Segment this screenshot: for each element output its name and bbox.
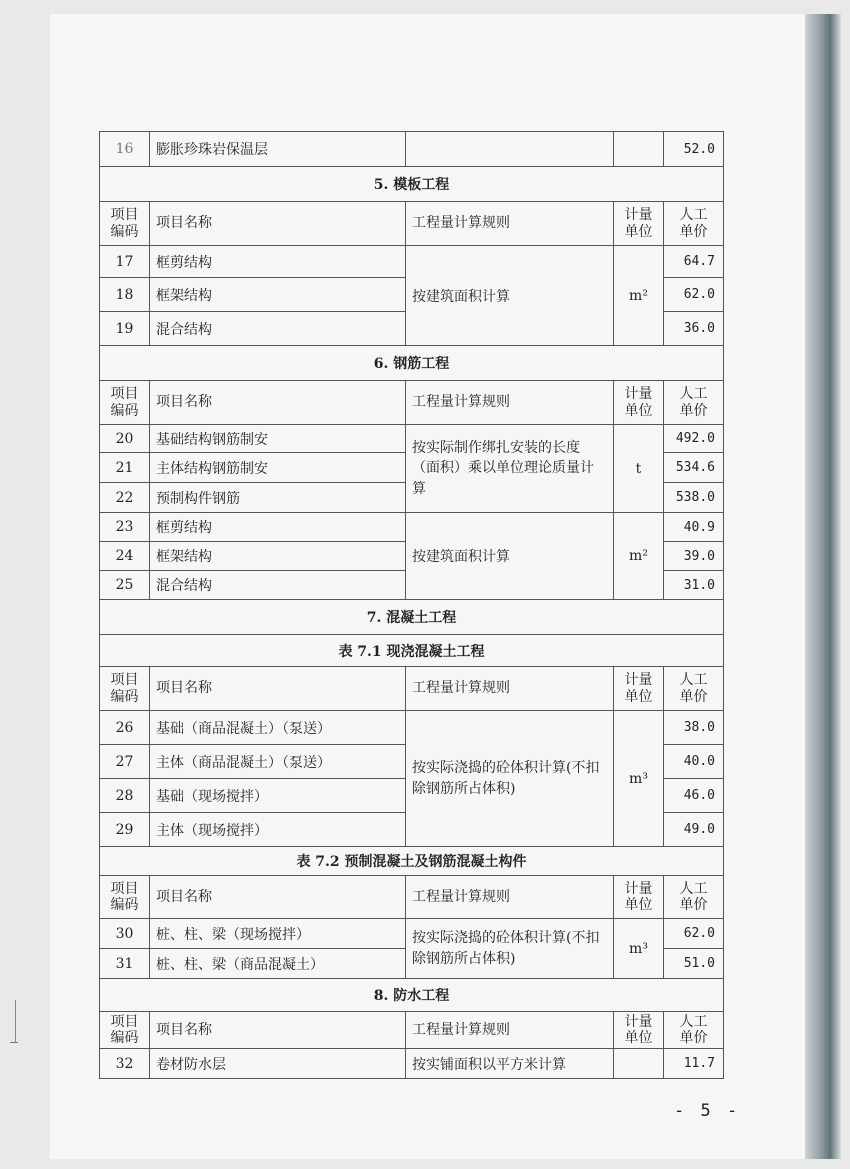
scan-edge-shadow (805, 14, 841, 1159)
section-header (100, 167, 724, 202)
header-unit: 计量 单位 (614, 381, 664, 425)
labor-price-table (99, 131, 724, 1079)
labor-price: 36.0 (664, 312, 724, 346)
header-code: 项目 编码 (100, 667, 150, 711)
unit: m² (614, 246, 664, 346)
labor-price: 39.0 (664, 542, 724, 571)
column-header-row (100, 381, 724, 425)
item-code: 31 (100, 949, 150, 979)
section-title: 8. 防水工程 (100, 979, 724, 1012)
header-price: 人工 单价 (664, 381, 724, 425)
item-name: 预制构件钢筋 (150, 483, 406, 513)
item-name: 基础（商品混凝土）（泵送） (150, 711, 406, 745)
header-code: 项目 编码 (100, 1012, 150, 1049)
item-code: 26 (100, 711, 150, 745)
header-code: 项目 编码 (100, 876, 150, 919)
calc-rule: 按实际浇捣的砼体积计算(不扣除钢筋所占体积) (406, 711, 614, 847)
header-rule: 工程量计算规则 (406, 876, 614, 919)
subtable-title: 表 7.1 现浇混凝土工程 (100, 635, 724, 667)
page-number: - 5 - (674, 1101, 741, 1121)
unit: m² (614, 513, 664, 600)
subtable-title: 表 7.2 预制混凝土及钢筋混凝土构件 (100, 847, 724, 876)
unit: m³ (614, 919, 664, 979)
margin-mark (10, 1042, 18, 1043)
section-header (100, 600, 724, 635)
labor-price: 51.0 (664, 949, 724, 979)
item-code: 21 (100, 453, 150, 483)
header-name: 项目名称 (150, 667, 406, 711)
item-code: 29 (100, 813, 150, 847)
labor-price: 52.0 (664, 132, 724, 167)
labor-price: 534.6 (664, 453, 724, 483)
table-row (100, 132, 724, 167)
header-rule: 工程量计算规则 (406, 381, 614, 425)
item-name: 主体（现场搅拌） (150, 813, 406, 847)
item-name: 基础结构钢筋制安 (150, 425, 406, 453)
table-row (100, 513, 724, 542)
section-title: 6. 钢筋工程 (100, 346, 724, 381)
item-code: 17 (100, 246, 150, 278)
section-header (100, 979, 724, 1012)
unit: t (614, 425, 664, 513)
header-name: 项目名称 (150, 202, 406, 246)
section-header (100, 346, 724, 381)
labor-price: 11.7 (664, 1049, 724, 1079)
item-code: 16 (100, 132, 150, 167)
labor-price: 40.9 (664, 513, 724, 542)
calc-rule: 按实际制作绑扎安装的长度（面积）乘以单位理论质量计算 (406, 425, 614, 513)
item-name: 桩、柱、梁（商品混凝土） (150, 949, 406, 979)
column-header-row (100, 1012, 724, 1049)
table-row (100, 919, 724, 949)
header-code: 项目 编码 (100, 381, 150, 425)
section-title: 7. 混凝土工程 (100, 600, 724, 635)
header-unit: 计量 单位 (614, 876, 664, 919)
item-code: 30 (100, 919, 150, 949)
column-header-row (100, 876, 724, 919)
item-name: 框架结构 (150, 542, 406, 571)
item-code: 20 (100, 425, 150, 453)
header-rule: 工程量计算规则 (406, 202, 614, 246)
item-code: 22 (100, 483, 150, 513)
item-code: 27 (100, 745, 150, 779)
unit (614, 1049, 664, 1079)
item-code: 28 (100, 779, 150, 813)
item-code: 24 (100, 542, 150, 571)
header-rule: 工程量计算规则 (406, 1012, 614, 1049)
subtable-title-row (100, 635, 724, 667)
table-row (100, 425, 724, 453)
calc-rule: 按建筑面积计算 (406, 513, 614, 600)
header-code: 项目 编码 (100, 202, 150, 246)
item-name: 卷材防水层 (150, 1049, 406, 1079)
header-name: 项目名称 (150, 381, 406, 425)
column-header-row (100, 202, 724, 246)
item-name: 主体（商品混凝土）（泵送） (150, 745, 406, 779)
labor-price: 40.0 (664, 745, 724, 779)
calc-rule (406, 132, 614, 167)
header-unit: 计量 单位 (614, 1012, 664, 1049)
item-name: 膨胀珍珠岩保温层 (150, 132, 406, 167)
item-name: 框剪结构 (150, 513, 406, 542)
item-code: 18 (100, 278, 150, 312)
item-name: 框架结构 (150, 278, 406, 312)
labor-price: 49.0 (664, 813, 724, 847)
header-unit: 计量 单位 (614, 667, 664, 711)
header-name: 项目名称 (150, 876, 406, 919)
header-name: 项目名称 (150, 1012, 406, 1049)
item-name: 桩、柱、梁（现场搅拌） (150, 919, 406, 949)
margin-mark (15, 1000, 16, 1042)
calc-rule: 按实际浇捣的砼体积计算(不扣除钢筋所占体积) (406, 919, 614, 979)
labor-price: 538.0 (664, 483, 724, 513)
labor-price: 46.0 (664, 779, 724, 813)
item-name: 混合结构 (150, 571, 406, 600)
item-name: 基础（现场搅拌） (150, 779, 406, 813)
table-row (100, 246, 724, 278)
labor-price: 38.0 (664, 711, 724, 745)
labor-price: 62.0 (664, 278, 724, 312)
unit: m³ (614, 711, 664, 847)
unit (614, 132, 664, 167)
labor-price: 62.0 (664, 919, 724, 949)
header-price: 人工 单价 (664, 202, 724, 246)
column-header-row (100, 667, 724, 711)
table-row (100, 711, 724, 745)
item-code: 32 (100, 1049, 150, 1079)
item-name: 框剪结构 (150, 246, 406, 278)
header-unit: 计量 单位 (614, 202, 664, 246)
item-code: 19 (100, 312, 150, 346)
item-name: 混合结构 (150, 312, 406, 346)
header-price: 人工 单价 (664, 667, 724, 711)
subtable-title-row (100, 847, 724, 876)
calc-rule: 按建筑面积计算 (406, 246, 614, 346)
item-name: 主体结构钢筋制安 (150, 453, 406, 483)
labor-price: 31.0 (664, 571, 724, 600)
table-row (100, 1049, 724, 1079)
labor-price: 492.0 (664, 425, 724, 453)
header-price: 人工 单价 (664, 876, 724, 919)
section-title: 5. 模板工程 (100, 167, 724, 202)
item-code: 23 (100, 513, 150, 542)
header-rule: 工程量计算规则 (406, 667, 614, 711)
item-code: 25 (100, 571, 150, 600)
calc-rule: 按实铺面积以平方米计算 (406, 1049, 614, 1079)
labor-price: 64.7 (664, 246, 724, 278)
header-price: 人工 单价 (664, 1012, 724, 1049)
